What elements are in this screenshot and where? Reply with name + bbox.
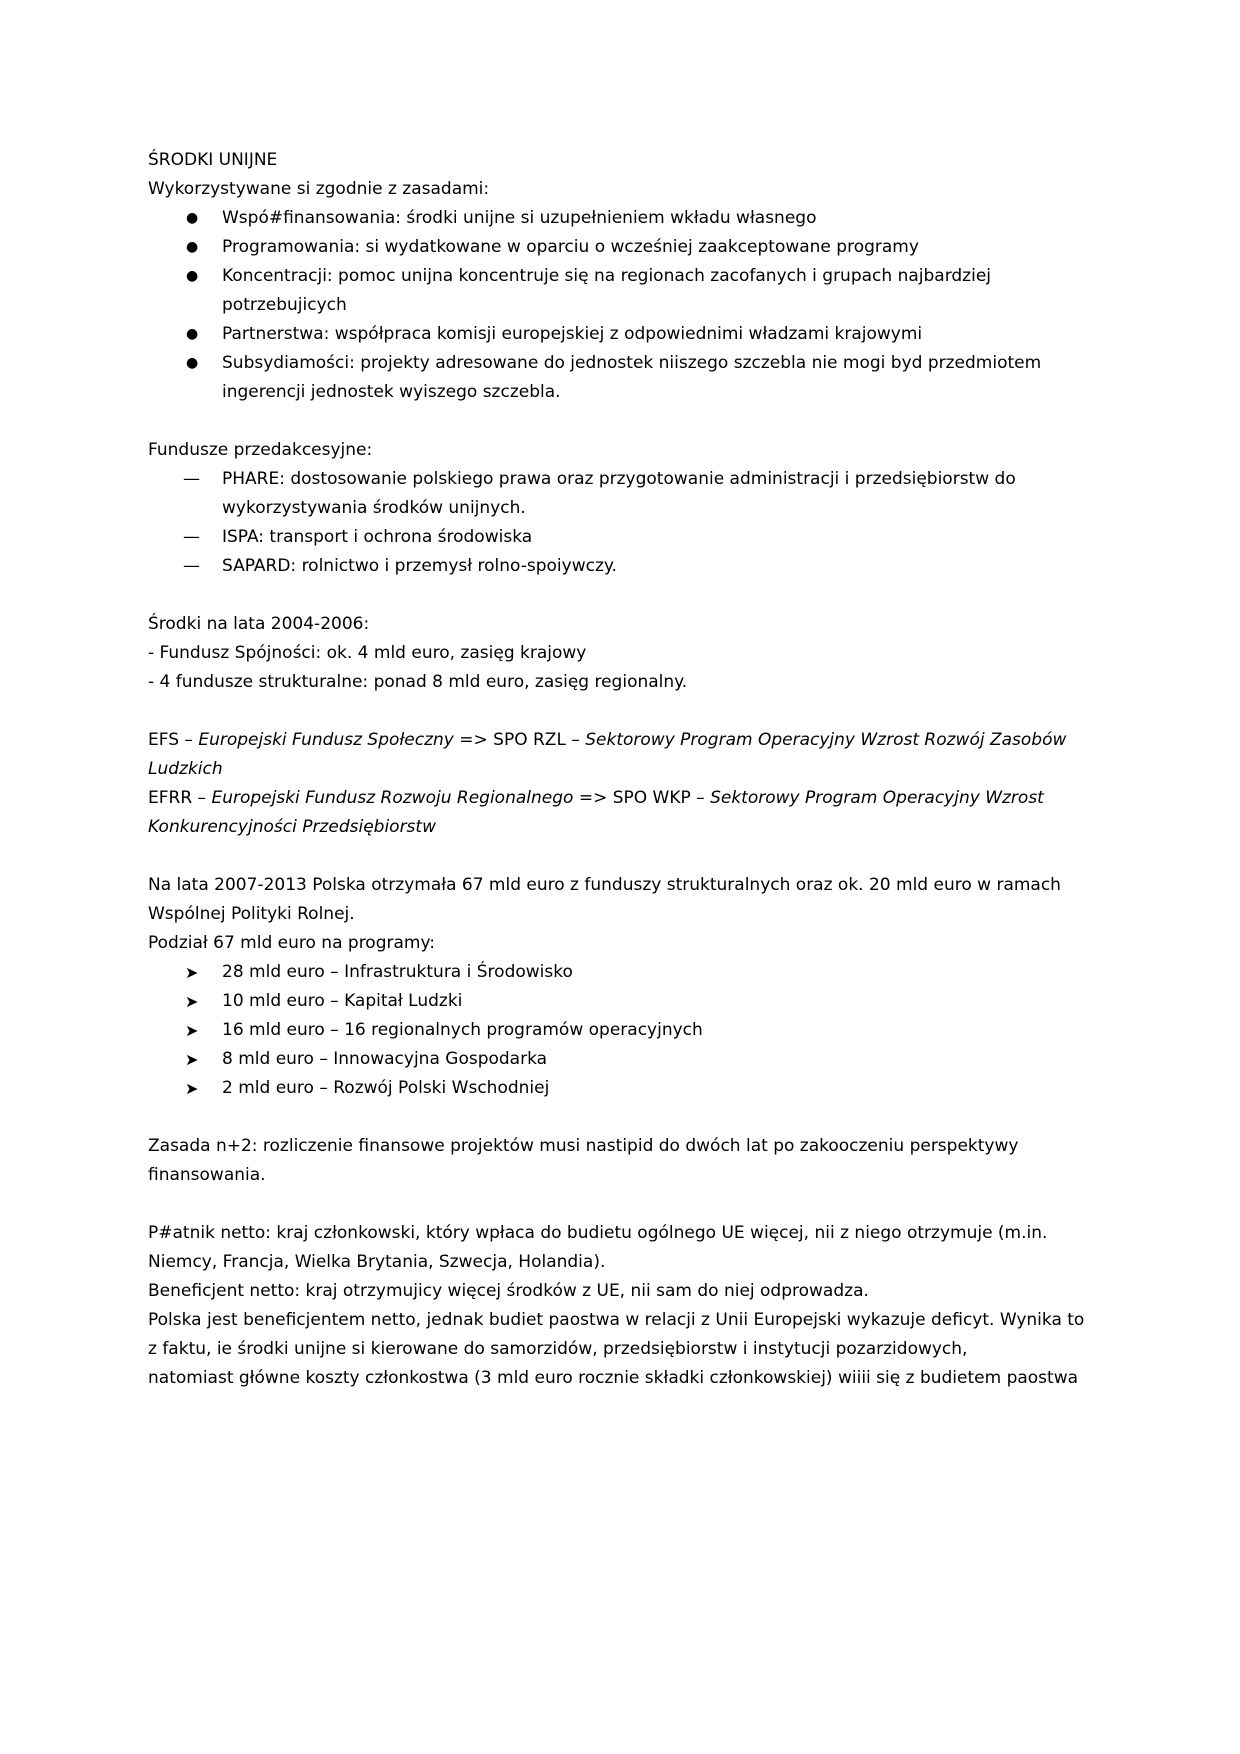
principles-intro: Wykorzystywane si zgodnie z zasadami: — [148, 179, 490, 199]
dash-icon: — — [183, 556, 200, 576]
efrr-abbr: EFRR – — [148, 788, 212, 808]
list-item — [148, 1016, 1088, 1045]
list-item-text: 10 mld euro – Kapitał Ludzki — [222, 991, 463, 1011]
list-item — [148, 1045, 1088, 1074]
list-item-text: Partnerstwa: współpraca komisji europejskiej z odpowiednimi władzami krajowymi — [222, 324, 923, 344]
net-beneficiary: Beneficjent netto: kraj otrzymujicy więcej środków z UE, nii sam do niej odprowadza. — [148, 1281, 869, 1301]
list-item — [148, 958, 1088, 987]
funds-2004-intro: Środki na lata 2004-2006: — [148, 614, 370, 634]
preaccession-intro: Fundusze przedakcesyjne: — [148, 440, 373, 460]
list-item — [148, 320, 1088, 349]
principles-list — [148, 204, 1088, 407]
list-item-text: Koncentracji: pomoc unijna koncentruje się na regionach zacofanych i grupach najbardziej potrzebujicych — [222, 266, 992, 315]
list-item — [148, 523, 1088, 552]
efrr-program-line — [148, 784, 1088, 842]
list-item-text: 8 mld euro – Innowacyjna Gospodarka — [222, 1049, 548, 1069]
list-item-text: Subsydiamości: projekty adresowane do jednostek niiszego szczebla nie mogi byd przedmiotem ingerencji jednostek wyiszego szczebla. — [222, 353, 1042, 402]
list-item-text: 2 mld euro – Rozwój Polski Wschodniej — [222, 1078, 550, 1098]
split-intro: Podział 67 mld euro na programy: — [148, 933, 436, 953]
poland-net-text: Polska jest beneficjentem netto, jednak budiet paostwa w relacji z Unii Europejski wykazuje deficyt. Wynika to z faktu, ie środki unijne si kierowane do samorzidów, przedsiębiorstw i instytucji pozarzidowych, — [148, 1310, 1085, 1359]
document-page — [148, 146, 1088, 1393]
list-item — [148, 1074, 1088, 1103]
poland-net-text-cont: natomiast główne koszty członkostwa (3 mld euro rocznie składki członkowskiej) wiiii się z budietem paostwa — [148, 1368, 1079, 1388]
list-item — [148, 262, 1088, 320]
list-item-text: Programowania: si wydatkowane w oparciu o wcześniej zaakceptowane programy — [222, 237, 919, 257]
list-item — [148, 552, 1088, 581]
bullet-icon: ● — [186, 268, 199, 284]
funds-2004-line: - 4 fundusze strukturalne: ponad 8 mld euro, zasięg regionalny. — [148, 672, 688, 692]
efs-program: Sektorowy Program Operacyjny Wzrost Rozwój Zasobów Ludzkich — [148, 730, 1067, 779]
bullet-icon: ● — [186, 210, 199, 226]
dash-icon: — — [183, 469, 200, 489]
efs-program-line — [148, 726, 1088, 784]
list-item-text: 28 mld euro – Infrastruktura i Środowisko — [222, 962, 573, 982]
efs-name: Europejski Fundusz Społeczny — [198, 730, 454, 750]
list-item-text: ISPA: transport i ochrona środowiska — [222, 527, 533, 547]
arrow-bullet-icon: ➤ — [185, 1079, 199, 1098]
split-list — [148, 958, 1088, 1103]
efrr-program: Sektorowy Program Operacyjny Wzrost Konkurencyjności Przedsiębiorstw — [148, 788, 1044, 837]
list-item — [148, 204, 1088, 233]
list-item-text: Wspó#finansowania: środki unijne si uzupełnieniem wkładu własnego — [222, 208, 817, 228]
arrow-bullet-icon: ➤ — [185, 1050, 199, 1069]
bullet-icon: ● — [186, 239, 199, 255]
document-heading: ŚRODKI UNIJNE — [148, 150, 278, 170]
efs-abbr: EFS – — [148, 730, 199, 750]
funds-2004-line: - Fundusz Spójności: ok. 4 mld euro, zasięg krajowy — [148, 643, 587, 663]
period-2007-text: Na lata 2007-2013 Polska otrzymała 67 mld euro z funduszy strukturalnych oraz ok. 20 mld euro w ramach Wspólnej Polityki Rolnej. — [148, 875, 1061, 924]
list-item — [148, 233, 1088, 262]
bullet-icon: ● — [186, 326, 199, 342]
list-item-text: PHARE: dostosowanie polskiego prawa oraz przygotowanie administracji i przedsiębiorstw do wykorzystywania środków unijnych. — [222, 469, 1016, 518]
list-item — [148, 987, 1088, 1016]
list-item — [148, 349, 1088, 407]
net-payer: P#atnik netto: kraj członkowski, który wpłaca do budietu ogólnego UE więcej, nii z niego otrzymuje (m.in. Niemcy, Francja, Wielka Brytania, Szwecja, Holandia). — [148, 1223, 1048, 1272]
rule-n2: Zasada n+2: rozliczenie finansowe projektów musi nastipid do dwóch lat po zakooczeniu perspektywy finansowania. — [148, 1136, 1019, 1185]
list-item — [148, 465, 1088, 523]
list-item-text: 16 mld euro – 16 regionalnych programów operacyjnych — [222, 1020, 703, 1040]
efrr-arrow: => SPO WKP – — [573, 788, 711, 808]
arrow-bullet-icon: ➤ — [185, 963, 199, 982]
arrow-bullet-icon: ➤ — [185, 992, 199, 1011]
efs-arrow: => SPO RZL – — [453, 730, 586, 750]
preaccession-list — [148, 465, 1088, 581]
efrr-name: Europejski Fundusz Rozwoju Regionalnego — [211, 788, 574, 808]
bullet-icon: ● — [186, 355, 199, 371]
dash-icon: — — [183, 527, 200, 547]
arrow-bullet-icon: ➤ — [185, 1021, 199, 1040]
list-item-text: SAPARD: rolnictwo i przemysł rolno-spoiywczy. — [222, 556, 617, 576]
